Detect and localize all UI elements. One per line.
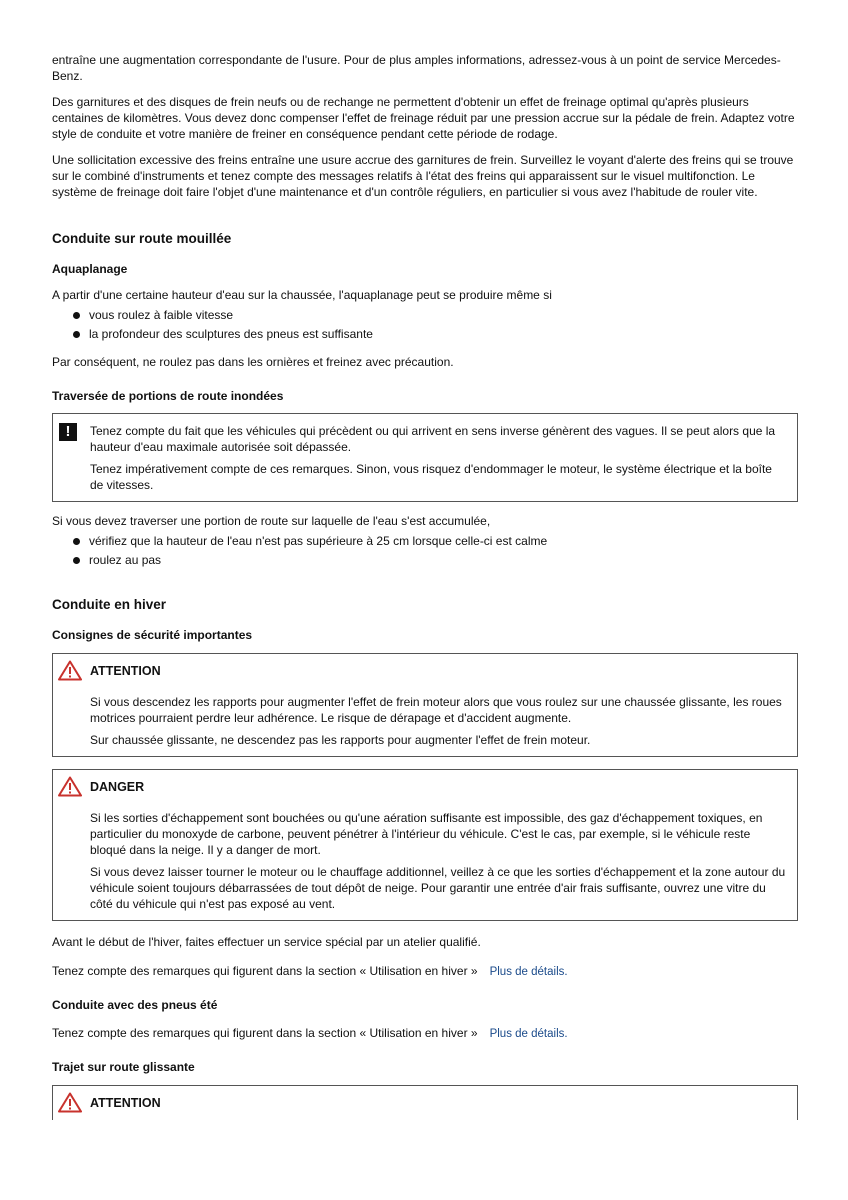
attention-title: ATTENTION — [90, 664, 161, 678]
subheading-summer-tires: Conduite avec des pneus été — [52, 998, 218, 1012]
intro-paragraph-3: Une sollicitation excessive des freins entraîne une usure accrue des garnitures de frein. Surveillez le voyant d'alerte des freins qui se trouve sur le combiné d'instruments et tenez compte des messages relatifs à l'état des freins qui apparaissent sur le visuel multifonction. Le système de freinage doit faire l'objet d'une maintenance et d'un contrôle réguliers, en particulier si vous avez l'habitude de rouler vite. — [52, 153, 794, 199]
bullet-icon — [73, 557, 80, 564]
exclamation-icon: ! — [59, 423, 77, 441]
document-page — [52, 52, 798, 1120]
subheading-aquaplaning: Aquaplanage — [52, 262, 128, 276]
warning-triangle-icon — [58, 776, 82, 797]
section-heading-winter: Conduite en hiver — [52, 597, 167, 612]
notice-paragraph-1: Tenez compte du fait que les véhicules qui précèdent ou qui arrivent en sens inverse génèrent des vagues. Il se peut alors que la hauteur d'eau maximale autorisée soit dépassée. — [90, 424, 776, 454]
aquaplaning-conclusion: Par conséquent, ne roulez pas dans les ornières et freinez avec précaution. — [52, 355, 454, 369]
subheading-safety: Consignes de sécurité importantes — [52, 628, 253, 642]
flooded-lead: Si vous devez traverser une portion de route sur laquelle de l'eau s'est accumulée, — [52, 514, 491, 528]
attention-box — [52, 1085, 798, 1120]
warning-triangle-icon — [58, 660, 82, 681]
section-heading-wet-road: Conduite sur route mouillée — [52, 231, 232, 246]
danger-paragraph-1: Si les sorties d'échappement sont bouchées ou qu'une aération suffisante est impossible, des gaz d'échappement toxiques, en particulier du monoxyde de carbone, peuvent pénétrer à l'intérieur du véhicule. C'est le cas, par exemple, si le véhicule reste bloqué dans la neige. Il y a danger de mort. — [90, 811, 763, 857]
attention-box — [52, 653, 798, 757]
aquaplaning-lead: A partir d'une certaine hauteur d'eau sur la chaussée, l'aquaplanage peut se produire même si — [52, 288, 552, 302]
list-item: vérifiez que la hauteur de l'eau n'est pas supérieure à 25 cm lorsque celle-ci est calme — [52, 532, 798, 551]
notice-paragraph-2: Tenez impérativement compte de ces remarques. Sinon, vous risquez d'endommager le moteur, le système électrique et la boîte de vitesses. — [90, 462, 772, 492]
flooded-bullet-list — [52, 532, 798, 570]
more-details-link[interactable]: Plus de détails — [489, 966, 565, 978]
danger-box — [52, 769, 798, 921]
aquaplaning-bullet-list — [52, 306, 798, 344]
subheading-slippery-road: Trajet sur route glissante — [52, 1060, 195, 1074]
bullet-icon — [73, 331, 80, 338]
summer-tires-remarks-paragraph: Tenez compte des remarques qui figurent dans la section « Utilisation en hiver » Plus de détails. — [52, 1026, 568, 1040]
intro-paragraph-1: entraîne une augmentation correspondante de l'usure. Pour de plus amples informations, adressez-vous à un point de service Mercedes-Benz. — [52, 53, 781, 83]
danger-title: DANGER — [90, 780, 145, 794]
winter-service-paragraph: Avant le début de l'hiver, faites effectuer un service spécial par un atelier qualifié. — [52, 935, 481, 949]
list-item: la profondeur des sculptures des pneus est suffisante — [52, 325, 798, 344]
winter-remarks-paragraph: Tenez compte des remarques qui figurent dans la section « Utilisation en hiver » Plus de détails. — [52, 964, 568, 978]
danger-paragraph-2: Si vous devez laisser tourner le moteur ou le chauffage additionnel, veillez à ce que les sorties d'échappement et la zone autour du véhicule soient toujours débarrassées de tout dépôt de neige. Pour garantir une entrée d'air frais suffisante, ouvrez une vitre du côté du véhicule qui n'est pas exposé au vent. — [90, 865, 786, 911]
bullet-icon — [73, 538, 80, 545]
attention-paragraph-1: Si vous descendez les rapports pour augmenter l'effet de frein moteur alors que vous roulez sur une chaussée glissante, les roues motrices pourraient perdre leur adhérence. Le risque de dérapage et d'accident augmente. — [90, 695, 782, 725]
list-item: roulez au pas — [52, 551, 798, 570]
notice-box — [52, 413, 798, 502]
warning-triangle-icon — [58, 1092, 82, 1113]
attention-paragraph-2: Sur chaussée glissante, ne descendez pas les rapports pour augmenter l'effet de frein moteur. — [90, 733, 591, 747]
attention-title: ATTENTION — [90, 1096, 161, 1110]
more-details-link[interactable]: Plus de détails — [489, 1028, 565, 1040]
intro-paragraph-2: Des garnitures et des disques de frein neufs ou de rechange ne permettent d'obtenir un effet de freinage optimal qu'après plusieurs centaines de kilomètres. Vous devez donc compenser l'effet de freinage réduit par une pression accrue sur la pédale de frein. Adaptez votre style de conduite et votre manière de freiner en conséquence pendant cette période de rodage. — [52, 95, 795, 141]
bullet-icon — [73, 312, 80, 319]
list-item: vous roulez à faible vitesse — [52, 306, 798, 325]
subheading-flooded-road: Traversée de portions de route inondées — [52, 389, 284, 403]
